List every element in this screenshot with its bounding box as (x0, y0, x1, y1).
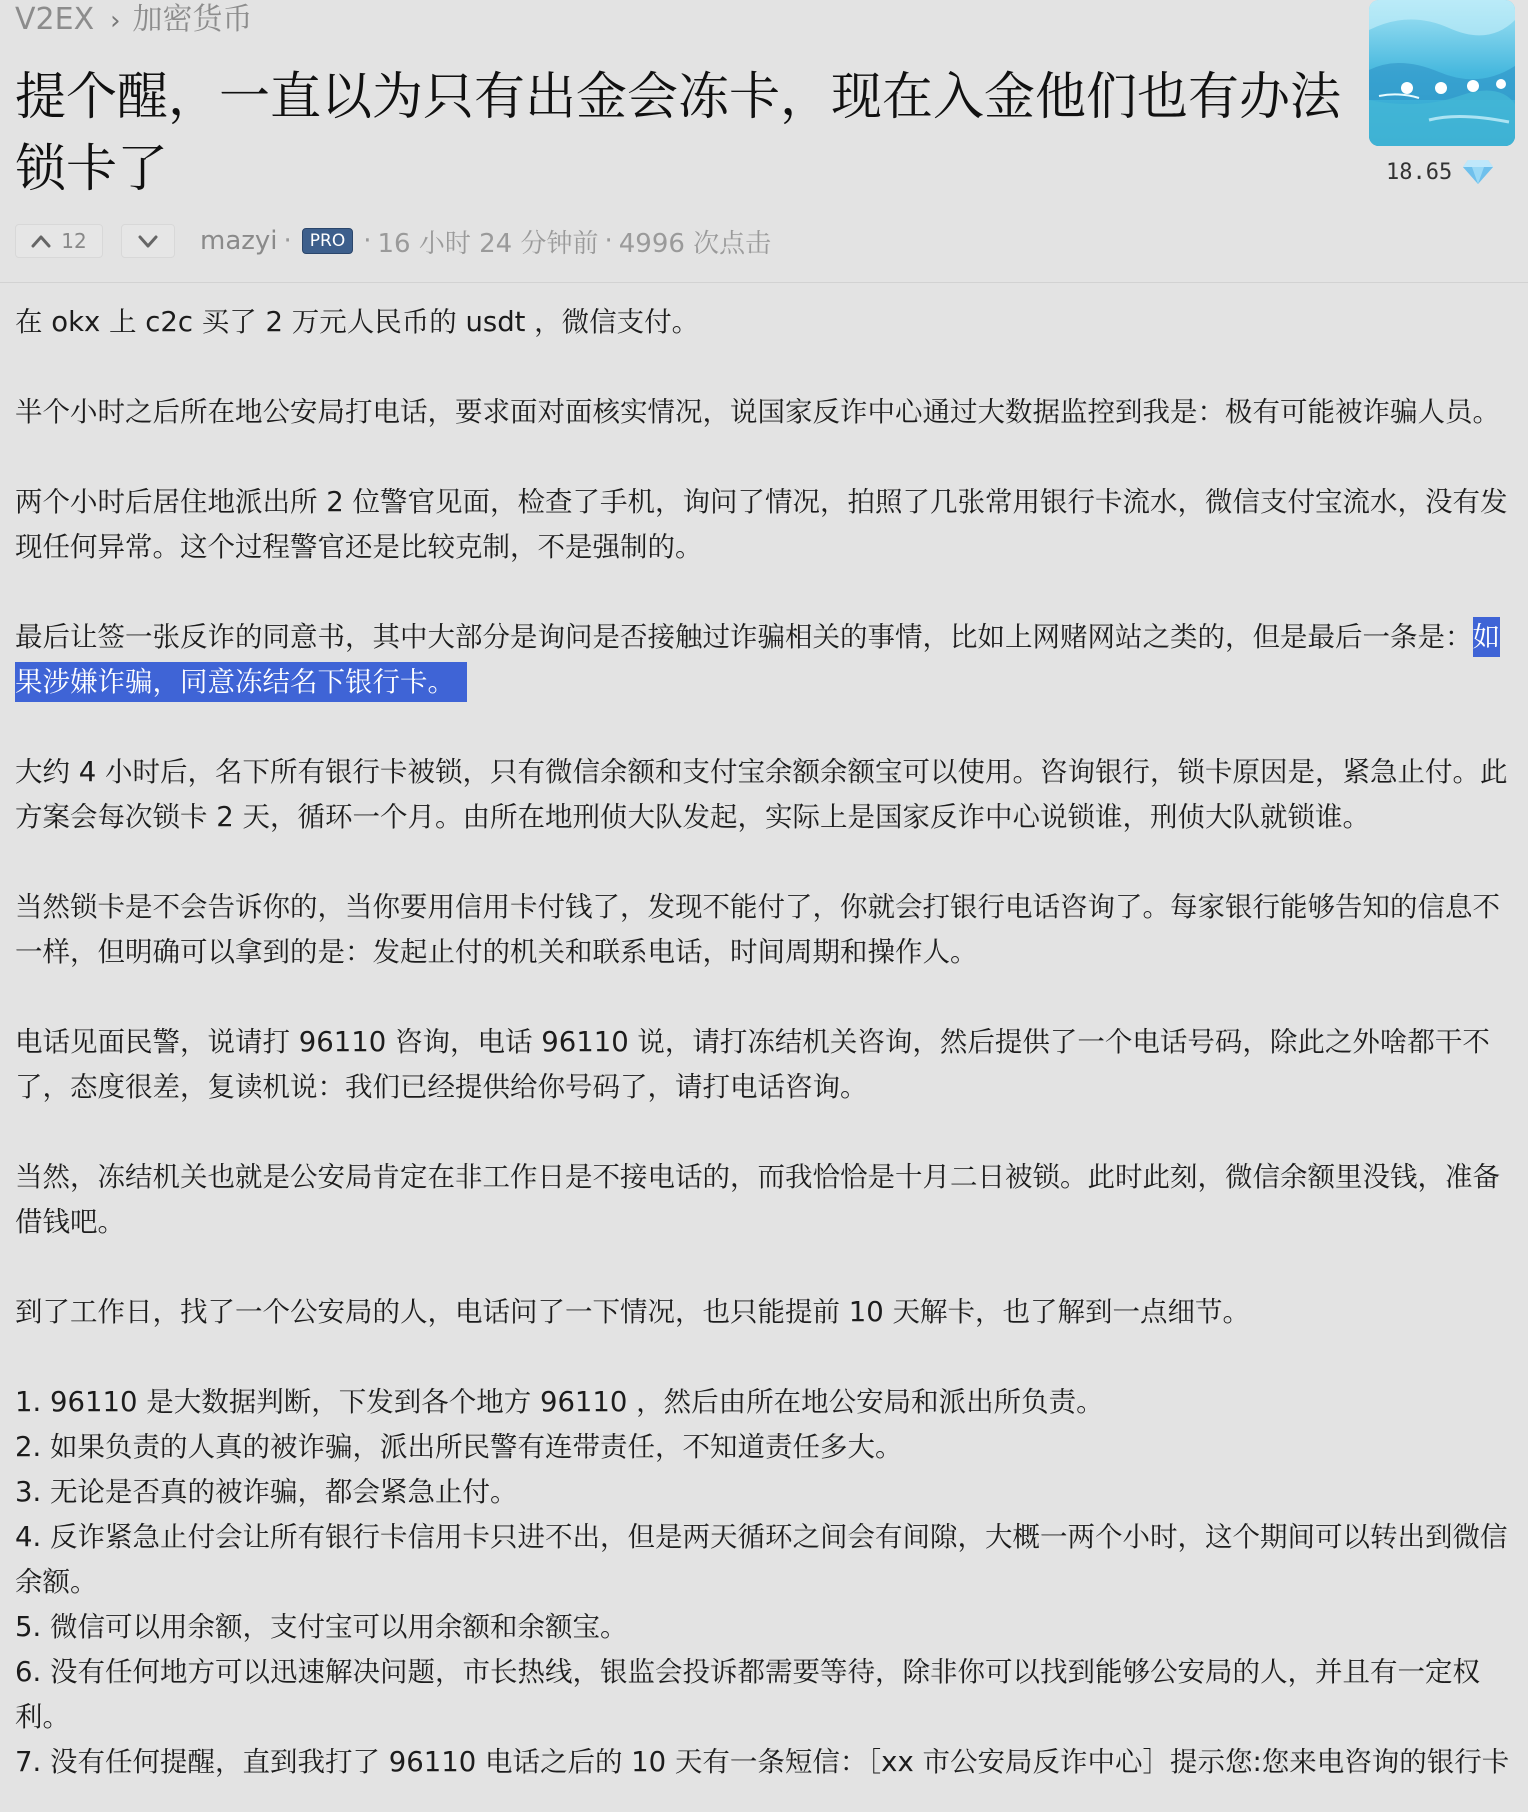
list-item: 4. 反诈紧急止付会让所有银行卡信用卡只进不出，但是两天循环之间会有间隙，大概一两个小时，这个期间可以转出到微信余额。 (15, 1521, 1508, 1598)
meta-separator: · (363, 226, 372, 256)
meta-separator: · (283, 226, 292, 256)
pro-badge: PRO (302, 228, 353, 254)
content-paragraph: 到了工作日，找了一个公安局的人，电话问了一下情况，也只能提前 10 天解卡，也了解到一点细节。 (15, 1296, 1250, 1328)
content-paragraph: 半个小时之后所在地公安局打电话，要求面对面核实情况，说国家反诈中心通过大数据监控到我是：极有可能被诈骗人员。 (15, 396, 1500, 428)
author-link[interactable]: mazyi (200, 226, 278, 256)
list-item: 2. 如果负责的人真的被诈骗，派出所民警有连带责任，不知道责任多大。 (15, 1431, 903, 1463)
topic-content (15, 300, 1513, 1785)
content-paragraph: 大约 4 小时后，名下所有银行卡被锁，只有微信余额和支付宝余额余额宝可以使用。咨询银行，锁卡原因是，紧急止付。此方案会每次锁卡 2 天，循环一个月。由所在地刑侦大队发起，实际上是国家反诈中心说锁谁，刑侦大队就锁谁。 (15, 756, 1508, 833)
content-paragraph: 在 okx 上 c2c 买了 2 万元人民币的 usdt ，微信支付。 (15, 306, 700, 338)
topic-title: 提个醒，一直以为只有出金会冻卡，现在入金他们也有办法锁卡了 (15, 68, 1342, 199)
user-balance (1386, 156, 1494, 188)
view-count: 4996 次点击 (618, 228, 772, 259)
topic-meta (200, 223, 771, 259)
content-paragraph: 当然，冻结机关也就是公安局肯定在非工作日是不接电话的，而我恰恰是十月二日被锁。此时此刻，微信余额里没钱，准备借钱吧。 (15, 1161, 1500, 1238)
chevron-down-icon (138, 234, 158, 248)
diamond-icon (1462, 159, 1494, 185)
avatar-image (1369, 0, 1515, 146)
meta-separator: · (604, 226, 613, 256)
balance-amount: 18.65 (1386, 159, 1453, 185)
selected-text-highlight: 如果涉嫌诈骗，同意冻结名下银行卡。 (15, 617, 1500, 702)
content-paragraph: 当然锁卡是不会告诉你的，当你要用信用卡付钱了，发现不能付了，你就会打银行电话咨询了。每家银行能够告知的信息不一样，但明确可以拿到的是：发起止付的机关和联系电话，时间周期和操作人。 (15, 891, 1500, 968)
upvote-button[interactable] (15, 224, 103, 258)
list-item: 1. 96110 是大数据判断，下发到各个地方 96110 ，然后由所在地公安局和派出所负责。 (15, 1386, 1104, 1418)
consent-text: 最后让签一张反诈的同意书，其中大部分是询问是否接触过诈骗相关的事情，比如上网赌网站之类的，但是最后一条是： (15, 621, 1473, 653)
content-paragraph-consent (15, 615, 1513, 705)
breadcrumb (15, 2, 253, 39)
findings-list (15, 1380, 1513, 1785)
avatar[interactable] (1369, 0, 1515, 146)
topic-header (0, 0, 1528, 283)
breadcrumb-home-link[interactable]: V2EX (15, 2, 95, 37)
post-time: 16 小时 24 分钟前 (377, 228, 599, 259)
list-item: 5. 微信可以用余额，支付宝可以用余额和余额宝。 (15, 1611, 628, 1643)
downvote-button[interactable] (121, 224, 175, 258)
chevron-up-icon (31, 234, 51, 248)
content-paragraph: 两个小时后居住地派出所 2 位警官见面，检查了手机，询问了情况，拍照了几张常用银行卡流水，微信支付宝流水，没有发现任何异常。这个过程警官还是比较克制，不是强制的。 (15, 486, 1508, 563)
breadcrumb-node-link[interactable]: 加密货币 (132, 2, 253, 37)
list-item: 3. 无论是否真的被诈骗，都会紧急止付。 (15, 1476, 518, 1508)
list-item: 6. 没有任何地方可以迅速解决问题，市长热线，银监会投诉都需要等待，除非你可以找到能够公安局的人，并且有一定权利。 (15, 1656, 1480, 1733)
breadcrumb-separator: › (110, 6, 121, 36)
list-item: 7. 没有任何提醒，直到我打了 96110 电话之后的 10 天有一条短信：［xx 市公安局反诈中心］提示您:您来电咨询的银行卡 (15, 1746, 1510, 1778)
content-paragraph: 电话见面民警，说请打 96110 咨询，电话 96110 说，请打冻结机关咨询，然后提供了一个电话号码，除此之外啥都干不了，态度很差，复读机说：我们已经提供给你号码了，请打电话咨询。 (15, 1026, 1490, 1103)
upvote-count: 12 (61, 229, 87, 253)
